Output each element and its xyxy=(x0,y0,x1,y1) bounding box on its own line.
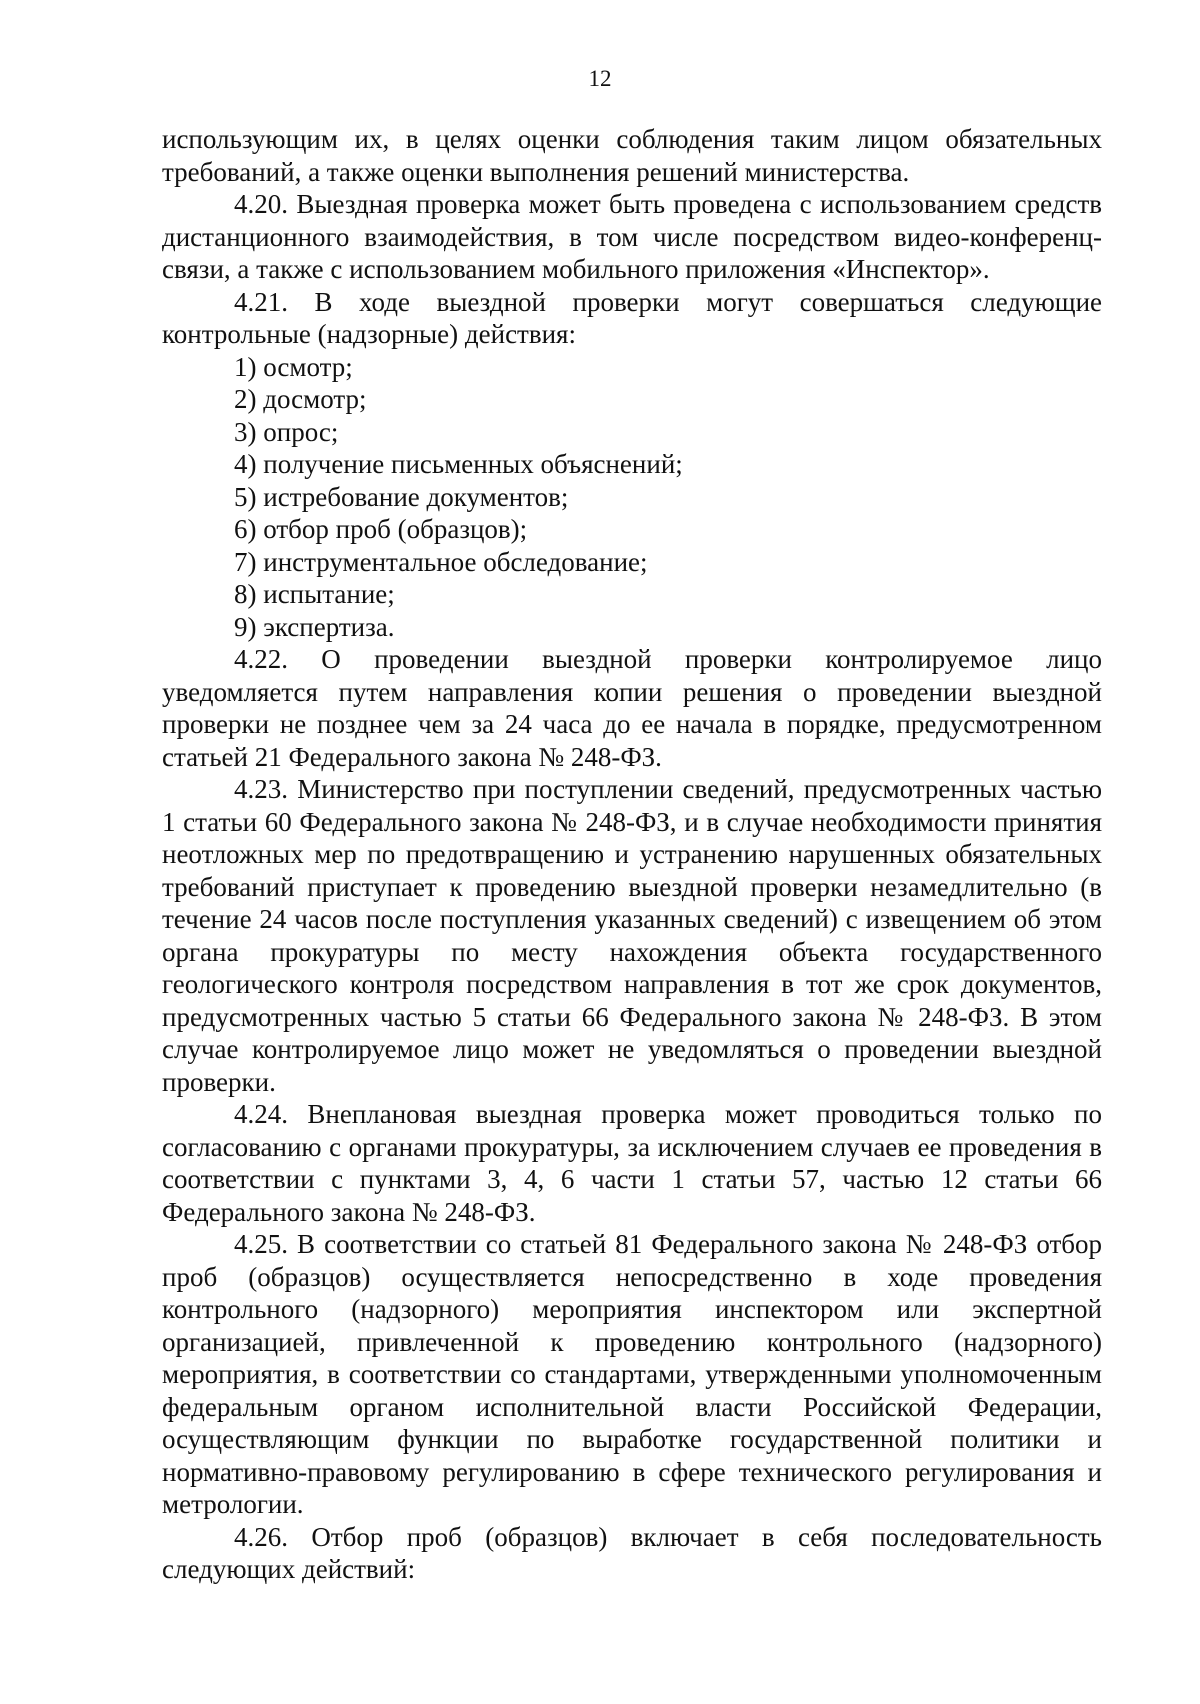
list-item: 7) инструментальное обследование; xyxy=(234,546,648,577)
paragraph-4-25: 4.25. В соответствии со статьей 81 Федерального закона № 248-ФЗ отбор проб (образцов) осуществляется непосредственно в ходе проведения контрольного (надзорного) мероприятия инспектором или экспертной организацией, привлеченной к проведению контрольного (надзорного) мероприятия, в соответствии со стандартами, утвержденными уполномоченным федеральным органом исполнительной власти Российской Федерации, осуществляющим функции по выработке государственной политики и нормативно-правовому регулированию в сфере технического регулирования и метрологии. xyxy=(162,1229,1102,1519)
paragraph-4-23: 4.23. Министерство при поступлении сведений, предусмотренных частью 1 статьи 60 Федерального закона № 248-ФЗ, и в случае необходимости принятия неотложных мер по предотвращению и устранению нарушенных обязательных требований приступает к проведению выездной проверки незамедлительно (в течение 24 часов после поступления указанных сведений) с извещением об этом органа прокуратуры по месту нахождения объекта государственного геологического контроля посредством направления в тот же срок документов, предусмотренных частью 5 статьи 66 Федерального закона № 248-ФЗ. В этом случае контролируемое лицо может не уведомляться о проведении выездной проверки. xyxy=(162,774,1102,1097)
paragraph-4-24: 4.24. Внеплановая выездная проверка может проводиться только по согласованию с органами прокуратуры, за исключением случаев ее проведения в соответствии с пунктами 3, 4, 6 части 1 статьи 57, частью 12 статьи 66 Федерального закона № 248-ФЗ. xyxy=(162,1099,1102,1227)
control-actions-list xyxy=(162,351,1102,644)
paragraph-continuation: использующим их, в целях оценки соблюдения таким лицом обязательных требований, а также оценки выполнения решений министерства. xyxy=(162,124,1102,187)
list-item: 3) опрос; xyxy=(234,416,339,447)
paragraph-4-26: 4.26. Отбор проб (образцов) включает в себя последовательность следующих действий: xyxy=(162,1521,1102,1584)
list-item: 9) экспертиза. xyxy=(234,611,395,642)
paragraph-4-20: 4.20. Выездная проверка может быть проведена с использованием средств дистанционного взаимодействия, в том числе посредством видео-конференц-связи, а также с использованием мобильного приложения «Инспектор». xyxy=(162,189,1102,284)
paragraph-4-22: 4.22. О проведении выездной проверки контролируемое лицо уведомляется путем направления копии решения о проведении выездной проверки не позднее чем за 24 часа до ее начала в порядке, предусмотренном статьей 21 Федерального закона № 248-ФЗ. xyxy=(162,644,1102,772)
page-number: 12 xyxy=(588,66,612,91)
list-item: 6) отбор проб (образцов); xyxy=(234,514,528,544)
document-body xyxy=(162,123,1102,1586)
list-item: 1) осмотр; xyxy=(234,351,353,382)
list-item: 4) получение письменных объяснений; xyxy=(234,449,683,479)
paragraph-4-21: 4.21. В ходе выездной проверки могут совершаться следующие контрольные (надзорные) действия: xyxy=(162,286,1102,349)
list-item: 8) испытание; xyxy=(234,579,395,609)
list-item: 2) досмотр; xyxy=(234,384,367,414)
list-item: 5) истребование документов; xyxy=(234,481,569,512)
